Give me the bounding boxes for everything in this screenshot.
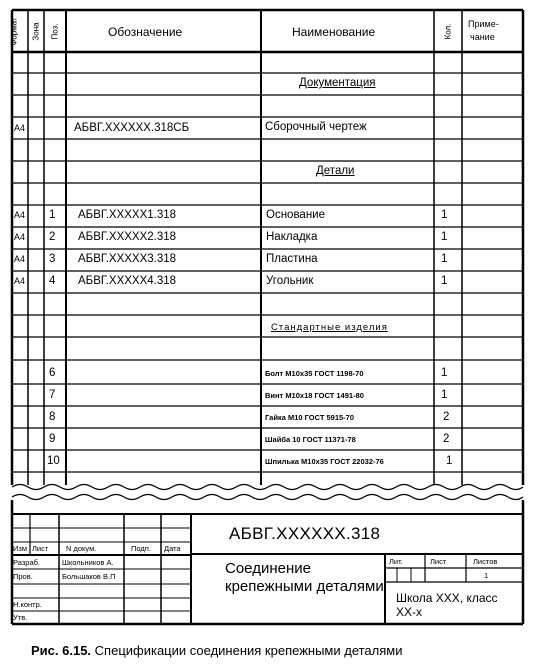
row-pos: 3 bbox=[49, 253, 56, 265]
tb-lit: Лит. bbox=[389, 557, 403, 566]
row-pos: 8 bbox=[49, 411, 56, 423]
tb-n-kontr: Н.контр. bbox=[13, 600, 42, 609]
tb-product-name: Соединение крепежными деталями bbox=[225, 560, 384, 595]
row-designation: АБВГ.XXXXX2.318 bbox=[78, 231, 177, 243]
section-details: Детали bbox=[316, 165, 355, 177]
header-name: Наименование bbox=[292, 25, 376, 39]
row-designation: АБВГ.XXXXX3.318 bbox=[78, 253, 177, 265]
row-qty: 1 bbox=[441, 209, 448, 221]
tb-sheet: Лист bbox=[430, 557, 447, 566]
row-name: Шпилька М10х35 ГОСТ 22032-76 bbox=[265, 457, 384, 466]
tb-prov: Пров. bbox=[13, 572, 33, 581]
tb-sheets-value: 1 bbox=[484, 571, 489, 580]
row-designation: АБВГ.XXXXX1.318 bbox=[78, 209, 177, 221]
figure-text: Спецификации соединения крепежными деталями bbox=[94, 643, 403, 658]
row-qty: 1 bbox=[441, 275, 448, 287]
figure-caption bbox=[31, 644, 402, 657]
row-pos: 1 bbox=[49, 209, 56, 221]
row-name: Угольник bbox=[266, 275, 314, 287]
tb-utv: Утв. bbox=[13, 613, 28, 622]
row-pos: 10 bbox=[47, 455, 60, 467]
row-name: Накладка bbox=[266, 231, 318, 243]
row-pos: 7 bbox=[49, 389, 56, 401]
row-pos: 9 bbox=[49, 433, 56, 445]
break-line-bottom bbox=[12, 495, 523, 500]
row-qty: 2 bbox=[443, 433, 450, 445]
row-designation: АБВГ.XXXXXX.318СБ bbox=[74, 122, 190, 134]
row-format: А4 bbox=[14, 123, 26, 133]
break-line-top bbox=[12, 485, 523, 490]
row-format: А4 bbox=[14, 232, 26, 242]
row-name: Пластина bbox=[266, 253, 318, 265]
row-qty: 1 bbox=[441, 389, 448, 401]
row-name: Болт М10х35 ГОСТ 1198-70 bbox=[265, 369, 364, 378]
row-qty: 1 bbox=[441, 231, 448, 243]
row-name: Сборочный чертеж bbox=[265, 121, 367, 133]
header-zone: Зона bbox=[31, 22, 41, 41]
tb-school: Школа ХХХ, класс ХХ-х bbox=[396, 591, 498, 619]
document-code: АБВГ.XXXXXX.318 bbox=[229, 524, 381, 543]
figure-label: Рис. 6.15. bbox=[31, 643, 92, 658]
tb-doc-no: N докум. bbox=[66, 544, 97, 553]
row-pos: 2 bbox=[49, 231, 56, 243]
row-format: А4 bbox=[14, 210, 26, 220]
row-format: А4 bbox=[14, 254, 26, 264]
header-format: Формат bbox=[9, 17, 19, 46]
tb-date: Дата bbox=[164, 544, 181, 553]
header-designation: Обозначение bbox=[108, 25, 183, 39]
row-name: Шайба 10 ГОСТ 11371-78 bbox=[265, 435, 356, 444]
row-qty: 1 bbox=[441, 367, 448, 379]
row-qty: 1 bbox=[441, 253, 448, 265]
tb-checker: Большаков В.П bbox=[62, 572, 116, 581]
tb-razrab: Разраб. bbox=[13, 558, 41, 567]
section-standard: Стандартные изделия bbox=[271, 322, 388, 333]
header-note-1: Приме- bbox=[468, 19, 499, 29]
header-pos: Поз. bbox=[50, 23, 60, 40]
tb-list: Лист bbox=[32, 544, 49, 553]
row-name: Гайка М10 ГОСТ 5915-70 bbox=[265, 413, 355, 422]
row-designation: АБВГ.XXXXX4.318 bbox=[78, 275, 177, 287]
row-pos: 4 bbox=[49, 275, 56, 287]
tb-sign: Подп. bbox=[131, 544, 151, 553]
tb-sheets: Листов bbox=[473, 557, 498, 566]
row-pos: 6 bbox=[49, 367, 56, 379]
section-documentation: Документация bbox=[299, 77, 376, 89]
tb-developer: Школьников А. bbox=[62, 558, 114, 567]
tb-izm: Изм bbox=[13, 544, 27, 553]
header-note-2: чание bbox=[470, 32, 495, 42]
row-format: А4 bbox=[14, 276, 26, 286]
row-qty: 2 bbox=[443, 411, 450, 423]
header-qty: Кол. bbox=[443, 23, 453, 40]
row-name: Винт М10х18 ГОСТ 1491-80 bbox=[265, 391, 364, 400]
row-qty: 1 bbox=[446, 455, 453, 467]
row-name: Основание bbox=[266, 209, 325, 221]
